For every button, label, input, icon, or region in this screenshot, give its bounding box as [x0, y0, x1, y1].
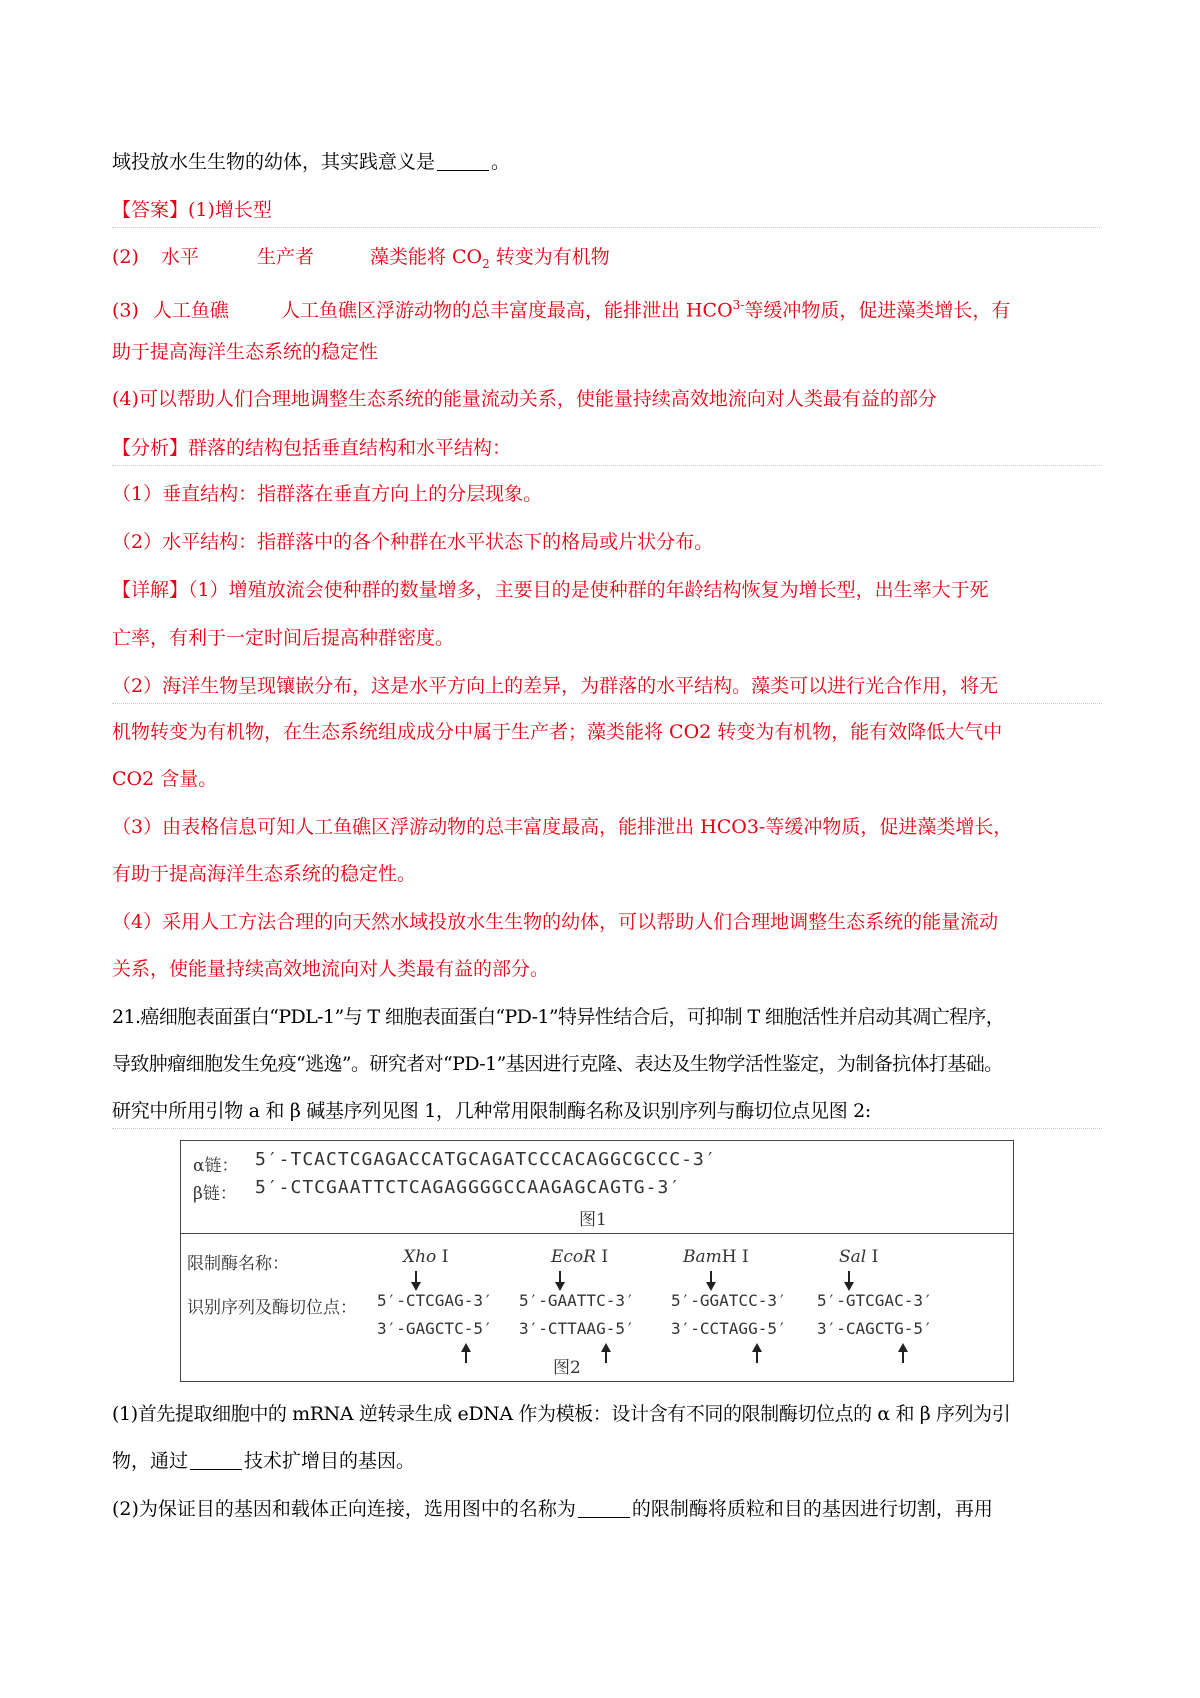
beta-chain-label: β链：	[193, 1184, 237, 1204]
up-arrow-icon	[751, 1343, 763, 1363]
answer-3-d: 等缓冲物质，促进藻类增长，有	[744, 299, 1011, 322]
sub2-pre: (2)为保证目的基因和载体正向连接，选用图中的名称为	[112, 1498, 576, 1520]
detail-2a: （2）海洋生物呈现镶嵌分布，这是水平方向上的差异，为群落的水平结构。藻类可以进行光合作用，将无	[112, 675, 999, 697]
detail-3a: （3）由表格信息可知人工鱼礁区浮游动物的总丰富度最高，能排泄出 HCO3-等缓冲物质，促进藻类增长，	[112, 816, 1013, 838]
figure-divider	[181, 1233, 1013, 1234]
detail-3b: 有助于提高海洋生态系统的稳定性。	[112, 863, 417, 885]
answer-line-3	[112, 293, 1102, 322]
answer-2-num: (2)	[112, 246, 139, 268]
enzyme-name-ecori	[551, 1247, 608, 1267]
analysis-label: 【分析】	[112, 437, 189, 459]
enzyme-name-italic: EcoR	[551, 1247, 596, 1267]
up-arrow-icon	[460, 1343, 472, 1363]
detail-2c: CO2 含量。	[112, 768, 218, 790]
figure-1-caption: 图1	[579, 1210, 607, 1230]
enzyme-name-italic: Xho	[403, 1247, 437, 1267]
answer-1: (1)增长型	[188, 199, 272, 221]
detail-1b: 亡率，有利于一定时间后提高种群密度。	[112, 627, 455, 649]
beta-chain-sequence: 5′-CTCGAATTCTCAGAGGGGCCAAGAGCAGTG-3′	[255, 1177, 682, 1198]
detail-2b: 机物转变为有机物，在生态系统组成成分中属于生产者；藻类能将 CO2 转变为有机物，能有效降低大气中	[112, 721, 1003, 743]
up-arrow-icon	[600, 1343, 612, 1363]
enzyme-name-italic: Bam	[683, 1247, 722, 1267]
sub1-pre: 物，通过	[112, 1450, 189, 1472]
answer-3-num: (3)	[112, 299, 139, 322]
dotted-separator	[112, 703, 1102, 704]
sali-top-strand: 5′-GTCGAC-3′	[817, 1291, 933, 1310]
xhoi-bottom-strand: 3′-GAGCTC-5′	[377, 1319, 493, 1338]
answer-2-b: 水平	[160, 246, 199, 268]
answer-line-3-cont: 助于提高海洋生态系统的稳定性	[112, 341, 379, 363]
hco3-superscript: 3-	[732, 298, 745, 312]
answer-2-d: 藻类能将 CO	[369, 246, 483, 268]
analysis-text: 群落的结构包括垂直结构和水平结构：	[188, 437, 512, 459]
enzyme-name-rest: H I	[721, 1247, 749, 1267]
subquestion-2-line-1	[112, 1497, 1102, 1521]
co2-subscript: 2	[482, 256, 490, 271]
enzyme-name-xhoi	[403, 1247, 448, 1267]
answer-2-c: 生产者	[256, 246, 314, 268]
answer-3-c: 人工鱼礁区浮游动物的总丰富度最高，能排泄出 HCO	[280, 299, 733, 322]
question-tail-text: 域投放水生生物的幼体，其实践意义是	[112, 151, 436, 173]
enzyme-name-label: 限制酶名称：	[187, 1254, 289, 1274]
detail-label: 【详解】	[112, 579, 189, 601]
figure-2-caption: 图2	[553, 1358, 581, 1378]
down-arrow-icon	[554, 1271, 566, 1291]
question-21-line-1: 21.癌细胞表面蛋白“PDL-1”与 T 细胞表面蛋白“PD-1”特异性结合后，可抑制 T 细胞活性并启动其凋亡程序，	[112, 1006, 1005, 1028]
analysis-item-1: （1）垂直结构：指群落在垂直方向上的分层现象。	[112, 483, 543, 505]
answer-line-4: (4)可以帮助人们合理地调整生态系统的能量流动关系，使能量持续高效地流向对人类最有益的部分	[112, 388, 937, 410]
question-21-line-3: 研究中所用引物 a 和 β 碱基序列见图 1，几种常用限制酶名称及识别序列与酶切位点见图 2:	[112, 1100, 872, 1122]
answer-line-2	[112, 245, 1102, 276]
alpha-chain-sequence: 5′-TCACTCGAGACCATGCAGATCCCACAGGCGCCC-3′	[255, 1149, 717, 1170]
dotted-separator	[112, 465, 1102, 466]
answer-blank	[190, 1451, 242, 1470]
answer-2-e: 转变为有机物	[489, 246, 610, 268]
detail-line-1	[112, 578, 1102, 602]
ecori-bottom-strand: 3′-CTTAAG-5′	[519, 1319, 635, 1338]
down-arrow-icon	[705, 1271, 717, 1291]
bamhi-bottom-strand: 3′-CCTAGG-5′	[671, 1319, 787, 1338]
primer-enzyme-figure	[180, 1140, 1014, 1382]
answer-blank	[437, 152, 489, 171]
detail-4b: 关系，使能量持续高效地流向对人类最有益的部分。	[112, 958, 550, 980]
sali-bottom-strand: 3′-CAGCTG-5′	[817, 1319, 933, 1338]
dotted-separator	[112, 1128, 1102, 1129]
detail-1a: （1）增殖放流会使种群的数量增多，主要目的是使种群的年龄结构恢复为增长型，出生率大于死	[188, 579, 989, 601]
answer-3-b: 人工鱼礁	[152, 299, 229, 322]
enzyme-name-italic: Sal	[839, 1247, 867, 1267]
subquestion-1-line-2	[112, 1449, 1102, 1473]
analysis-item-2: （2）水平结构：指群落中的各个种群在水平状态下的格局或片状分布。	[112, 531, 714, 553]
enzyme-name-sali	[839, 1247, 878, 1267]
subquestion-1-line-1: (1)首先提取细胞中的 mRNA 逆转录生成 eDNA 作为模板：设计含有不同的限制酶切位点的 α 和 β 序列为引	[112, 1403, 1011, 1425]
enzyme-name-rest: I	[436, 1247, 449, 1267]
xhoi-top-strand: 5′-CTCGAG-3′	[377, 1291, 493, 1310]
question-21-line-2: 导致肿瘤细胞发生免疫“逃逸”。研究者对“PD-1”基因进行克隆、表达及生物学活性鉴定，为制备抗体打基础。	[112, 1053, 1003, 1075]
recognition-site-label: 识别序列及酶切位点：	[187, 1298, 357, 1318]
bamhi-top-strand: 5′-GGATCC-3′	[671, 1291, 787, 1310]
answer-label: 【答案】	[112, 199, 189, 221]
question-tail-line	[112, 150, 1102, 174]
answer-line-1	[112, 198, 1102, 222]
down-arrow-icon	[410, 1271, 422, 1291]
up-arrow-icon	[897, 1343, 909, 1363]
sub2-post: 的限制酶将质粒和目的基因进行切割，再用	[631, 1498, 993, 1520]
enzyme-name-rest: I	[595, 1247, 609, 1267]
down-arrow-icon	[843, 1271, 855, 1291]
analysis-line	[112, 436, 1102, 460]
enzyme-name-rest: I	[866, 1247, 879, 1267]
line-end: 。	[491, 151, 511, 173]
answer-blank	[578, 1499, 630, 1518]
alpha-chain-label: α链：	[193, 1156, 239, 1176]
detail-4a: （4）采用人工方法合理的向天然水域投放水生生物的幼体，可以帮助人们合理地调整生态系统的能量流动	[112, 911, 999, 933]
ecori-top-strand: 5′-GAATTC-3′	[519, 1291, 635, 1310]
dotted-separator	[112, 227, 1102, 228]
sub1-post: 技术扩增目的基因。	[244, 1450, 416, 1472]
enzyme-name-bamhi	[683, 1247, 749, 1267]
